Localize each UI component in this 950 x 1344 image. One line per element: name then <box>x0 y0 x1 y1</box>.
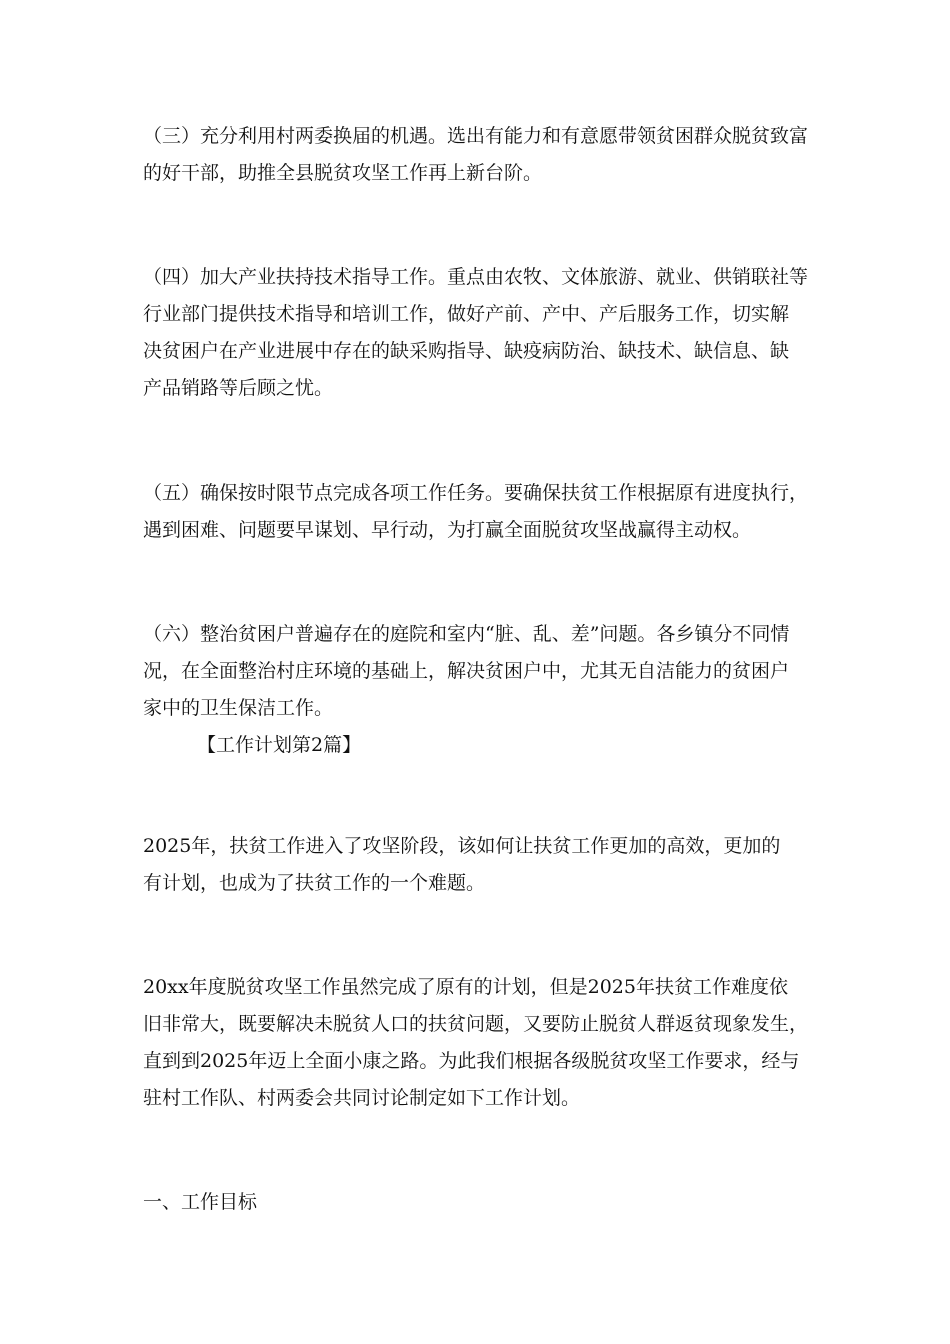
text-line: 决贫困户在产业进展中存在的缺采购指导、缺疫病防治、缺技术、缺信息、缺 <box>143 340 790 362</box>
paragraph-8 <box>143 969 809 1117</box>
section-heading <box>143 1184 803 1221</box>
text-line: 驻村工作队、村两委会共同讨论制定如下工作计划。 <box>143 1087 581 1109</box>
paragraph-3 <box>143 118 809 192</box>
text-line: 产品销路等后顾之忧。 <box>143 377 334 399</box>
text-line: 直到到2025年迈上全面小康之路。为此我们根据各级脱贫攻坚工作要求，经与 <box>143 1050 800 1072</box>
text-line: （六）整治贫困户普遍存在的庭院和室内“脏、乱、差”问题。各乡镇分不同情 <box>143 623 790 645</box>
paragraph-6 <box>143 616 803 727</box>
text-line: 旧非常大，既要解决未脱贫人口的扶贫问题，又要防止脱贫人群返贫现象发生， <box>143 1013 809 1035</box>
paragraph-5 <box>143 475 809 549</box>
text-line: （五）确保按时限节点完成各项工作任务。要确保扶贫工作根据原有进度执行， <box>143 482 809 504</box>
text-line: 有计划，也成为了扶贫工作的一个难题。 <box>143 872 486 894</box>
text-line: （三）充分利用村两委换届的机遇。选出有能力和有意愿带领贫困群众脱贫致富 <box>143 125 809 147</box>
section-title: 一、工作目标 <box>143 1191 258 1213</box>
text-line: 的好干部，助推全县脱贫攻坚工作再上新台阶。 <box>143 162 543 184</box>
paragraph-4 <box>143 259 809 407</box>
text-line: 20xx年度脱贫攻坚工作虽然完成了原有的计划，但是2025年扶贫工作难度依 <box>143 976 788 998</box>
text-line: 况，在全面整治村庄环境的基础上，解决贫困户中，尤其无自洁能力的贫困户 <box>143 660 790 682</box>
text-line: 遇到困难、问题要早谋划、早行动，为打赢全面脱贫攻坚战赢得主动权。 <box>143 519 752 541</box>
text-line: 2025年，扶贫工作进入了攻坚阶段，该如何让扶贫工作更加的高效，更加的 <box>143 835 781 857</box>
text-line: （四）加大产业扶持技术指导工作。重点由农牧、文体旅游、就业、供销联社等 <box>143 266 809 288</box>
text-line: 行业部门提供技术指导和培训工作，做好产前、产中、产后服务工作，切实解 <box>143 303 790 325</box>
text-line: 家中的卫生保洁工作。 <box>143 697 334 719</box>
article-heading: 【工作计划第2篇】 <box>197 734 362 756</box>
paragraph-7 <box>143 828 803 902</box>
